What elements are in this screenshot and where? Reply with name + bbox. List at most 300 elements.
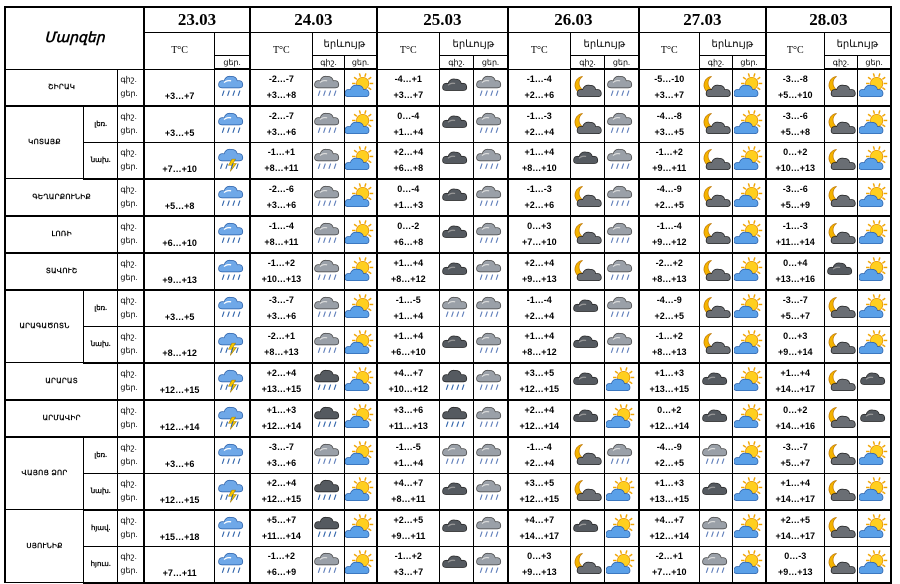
moon-cloud-icon [824, 69, 857, 106]
moon-cloud-icon [824, 437, 857, 474]
forecast-row [5, 546, 891, 583]
rain-icon [215, 510, 250, 547]
cloud-dark-rain-icon [312, 400, 344, 437]
cloud-dark-icon [439, 179, 473, 216]
moon-cloud-icon [570, 437, 604, 474]
temp-range: -1…-4 +2…+4 [508, 437, 570, 474]
sun-cloud-icon [345, 179, 377, 216]
sun-cloud-icon [345, 216, 377, 253]
sun-cloud-icon [858, 253, 892, 290]
cloud-rain-icon [605, 142, 639, 179]
time-of-day: գիշ. ցեր. [118, 400, 144, 437]
temp-day1: +15…+18 [144, 510, 215, 547]
sun-cloud-icon [345, 400, 377, 437]
temp-range: +5…+7 +11…+14 [250, 510, 312, 547]
temp-range: -3…-7 +3…+6 [250, 437, 312, 474]
subregion-name: հյուս. [84, 546, 118, 583]
cloud-rain-icon [312, 253, 344, 290]
cloud-rain-icon [699, 437, 732, 474]
temp-range: +4…+7 +14…+17 [508, 510, 570, 547]
temp-range: +1…+4 +8…+12 [377, 253, 439, 290]
cloud-dark-icon [439, 473, 473, 510]
temp-range: -1…+2 +8…+13 [639, 326, 699, 363]
sun-cloud-icon [733, 363, 766, 400]
cloud-rain-icon [474, 510, 508, 547]
temp-range: 0…+2 +14…+16 [766, 400, 824, 437]
temp-range: -3…-7 +3…+6 [250, 290, 312, 327]
region-name: ԱՐԱՐԱՏ [5, 363, 118, 400]
cloud-dark-icon [570, 290, 604, 327]
temp-range: -3…-6 +5…+8 [766, 106, 824, 143]
wx-header: երևույթ [824, 33, 891, 56]
sun-cloud-icon [345, 437, 377, 474]
temp-range: -1…+2 +9…+11 [639, 142, 699, 179]
temp-day1: +5…+8 [144, 179, 215, 216]
moon-cloud-icon [824, 142, 857, 179]
forecast-row [5, 142, 891, 179]
forecast-table [4, 6, 892, 584]
temp-range: +1…+3 +13…+15 [639, 473, 699, 510]
day-header: ցեր. [858, 56, 892, 70]
moon-cloud-icon [699, 290, 732, 327]
temp-range: -1…+2 +3…+7 [377, 546, 439, 583]
rain-icon [215, 179, 250, 216]
wx-header: երևույթ [570, 33, 639, 56]
cloud-rain-icon [312, 437, 344, 474]
temp-day1: +3…+6 [144, 437, 215, 474]
moon-cloud-icon [570, 106, 604, 143]
sun-cloud-icon [858, 510, 892, 547]
cloud-rain-icon [605, 253, 639, 290]
cloud-rain-icon [699, 510, 732, 547]
temp-range: +3…+6 +11…+13 [377, 400, 439, 437]
rain-icon [215, 106, 250, 143]
time-of-day: գիշ. ցեր. [118, 253, 144, 290]
sun-cloud-icon [605, 400, 639, 437]
sun-cloud-icon [858, 69, 892, 106]
cloud-rain-icon [312, 326, 344, 363]
rain-icon [215, 69, 250, 106]
cloud-rain-icon [605, 106, 639, 143]
sun-cloud-icon [345, 69, 377, 106]
forecast-row [5, 326, 891, 363]
temp-header: T°C [766, 33, 824, 70]
cloud-dark-icon [439, 69, 473, 106]
wx-header-blank [215, 33, 250, 56]
cloud-rain-icon [474, 106, 508, 143]
cloud-rain-icon [605, 179, 639, 216]
thunder-icon [215, 142, 250, 179]
cloud-dark-icon [570, 400, 604, 437]
cloud-rain-icon [312, 290, 344, 327]
sun-cloud-icon [345, 510, 377, 547]
temp-range: +1…+4 +14…+17 [766, 473, 824, 510]
sun-cloud-icon [345, 290, 377, 327]
cloud-rain-icon [474, 179, 508, 216]
sun-cloud-icon [733, 473, 766, 510]
temp-day1: +9…+13 [144, 253, 215, 290]
sun-cloud-icon [605, 510, 639, 547]
cloud-dark-icon [570, 363, 604, 400]
subregion-name: նախ. [84, 142, 118, 179]
cloud-dark-icon [699, 473, 732, 510]
cloud-rain-icon [312, 546, 344, 583]
subregion-name: լեռ. [84, 106, 118, 143]
temp-range: +2…+4 +12…+14 [508, 400, 570, 437]
moon-cloud-icon [699, 69, 732, 106]
temp-day1: +8…+12 [144, 326, 215, 363]
temp-range: -2…-7 +3…+6 [250, 106, 312, 143]
cloud-dark-rain-icon [439, 363, 473, 400]
sun-cloud-icon [733, 546, 766, 583]
wx-header: երևույթ [699, 33, 766, 56]
moon-cloud-icon [570, 179, 604, 216]
sun-cloud-icon [858, 179, 892, 216]
rain-icon [215, 437, 250, 474]
temp-range: 0…+3 +9…+14 [766, 326, 824, 363]
night-header: գիշ. [824, 56, 857, 70]
sun-cloud-icon [345, 106, 377, 143]
thunder-icon [215, 473, 250, 510]
day-header: ցեր. [345, 56, 377, 70]
subregion-name: լեռ. [84, 437, 118, 474]
moon-cloud-icon [824, 400, 857, 437]
date-1: 23.03 [144, 7, 250, 33]
sun-cloud-icon [733, 510, 766, 547]
cloud-rain-icon [439, 290, 473, 327]
day-header: ցեր. [474, 56, 508, 70]
temp-range: -1…+2 +10…+13 [250, 253, 312, 290]
moon-cloud-icon [570, 69, 604, 106]
moon-cloud-icon [699, 106, 732, 143]
temp-range: 0…-2 +6…+8 [377, 216, 439, 253]
temp-range: +2…+4 +9…+13 [508, 253, 570, 290]
moon-cloud-icon [570, 473, 604, 510]
sun-cloud-icon [858, 106, 892, 143]
temp-day1: +3…+7 [144, 69, 215, 106]
temp-header: T°C [377, 33, 439, 70]
temp-range: +1…+4 +8…+10 [508, 142, 570, 179]
temp-range: -3…-7 +5…+7 [766, 437, 824, 474]
moon-cloud-icon [824, 216, 857, 253]
moon-cloud-icon [570, 253, 604, 290]
cloud-dark-icon [439, 326, 473, 363]
time-of-day: գիշ. ցեր. [118, 69, 144, 106]
region-name: ԱՐՄԱՎԻՐ [5, 400, 118, 437]
temp-range: +2…+4 +12…+15 [250, 473, 312, 510]
cloud-dark-icon [699, 363, 732, 400]
cloud-rain-icon [474, 546, 508, 583]
sun-cloud-icon [733, 142, 766, 179]
temp-range: +1…+4 +8…+12 [508, 326, 570, 363]
subregion-name: լեռ. [84, 290, 118, 327]
sun-cloud-icon [345, 253, 377, 290]
temp-day1: +3…+5 [144, 290, 215, 327]
cloud-rain-icon [474, 290, 508, 327]
temp-range: -2…-6 +3…+6 [250, 179, 312, 216]
temp-day1: +6…+10 [144, 216, 215, 253]
sun-cloud-icon [858, 142, 892, 179]
temp-range: -4…-9 +2…+5 [639, 179, 699, 216]
cloud-rain-icon [312, 69, 344, 106]
forecast-row [5, 437, 891, 474]
cloud-rain-icon [312, 142, 344, 179]
temp-day1: +7…+11 [144, 546, 215, 583]
cloud-rain-icon [312, 216, 344, 253]
date-4: 26.03 [508, 7, 639, 33]
moon-cloud-icon [699, 216, 732, 253]
temp-range: -2…+1 +8…+13 [250, 326, 312, 363]
sun-cloud-icon [345, 473, 377, 510]
time-of-day: գիշ. ցեր. [118, 216, 144, 253]
rain-icon [215, 253, 250, 290]
cloud-rain-icon [312, 179, 344, 216]
moon-cloud-icon [824, 510, 857, 547]
temp-range: +4…+7 +12…+14 [639, 510, 699, 547]
temp-range: +4…+7 +8…+11 [377, 473, 439, 510]
time-of-day: գիշ. ցեր. [118, 437, 144, 474]
date-3: 25.03 [377, 7, 508, 33]
moon-cloud-icon [699, 253, 732, 290]
sun-cloud-icon [605, 363, 639, 400]
forecast-row [5, 290, 891, 327]
cloud-dark-icon [439, 253, 473, 290]
thunder-icon [215, 363, 250, 400]
temp-range: -1…-4 +2…+4 [508, 290, 570, 327]
sun-cloud-icon [733, 326, 766, 363]
forecast-row [5, 106, 891, 143]
sun-cloud-icon [858, 546, 892, 583]
region-name: ՍՅՈՒՆԻՔ [5, 510, 84, 583]
temp-range: -1…-5 +1…+4 [377, 290, 439, 327]
sun-cloud-icon [858, 290, 892, 327]
sun-cloud-icon [858, 437, 892, 474]
cloud-rain-icon [474, 253, 508, 290]
temp-range: +3…+5 +12…+15 [508, 473, 570, 510]
cloud-rain-icon [474, 400, 508, 437]
moon-cloud-icon [570, 546, 604, 583]
temp-range: 0…+3 +7…+10 [508, 216, 570, 253]
region-name: ԱՐԱԳԱԾՈՏՆ [5, 290, 84, 363]
sun-cloud-icon [733, 253, 766, 290]
forecast-row [5, 510, 891, 547]
temp-range: -3…-7 +5…+7 [766, 290, 824, 327]
temp-range: 0…+4 +13…+16 [766, 253, 824, 290]
forecast-row [5, 253, 891, 290]
cloud-dark-rain-icon [312, 510, 344, 547]
cloud-dark-icon [439, 142, 473, 179]
sun-cloud-icon [733, 106, 766, 143]
forecast-row [5, 216, 891, 253]
cloud-rain-icon [312, 106, 344, 143]
time-of-day: գիշ. ցեր. [118, 510, 144, 547]
date-5: 27.03 [639, 7, 766, 33]
temp-range: -4…+1 +3…+7 [377, 69, 439, 106]
temp-range: -1…-3 +2…+4 [508, 106, 570, 143]
day-header: ցեր. [605, 56, 639, 70]
cloud-rain-icon [474, 69, 508, 106]
moon-cloud-icon [570, 216, 604, 253]
night-header: գիշ. [439, 56, 473, 70]
sun-cloud-icon [858, 473, 892, 510]
region-name: ԳԵՂԱՐՔՈՒՆԻՔ [5, 179, 118, 216]
temp-range: +2…+4 +6…+8 [377, 142, 439, 179]
temp-range: -2…-7 +3…+8 [250, 69, 312, 106]
moon-cloud-icon [699, 179, 732, 216]
sun-cloud-icon [345, 326, 377, 363]
cloud-rain-icon [474, 473, 508, 510]
rain-icon [215, 216, 250, 253]
temp-range: +1…+4 +6…+10 [377, 326, 439, 363]
wx-header: երևույթ [312, 33, 377, 56]
cloud-rain-icon [605, 326, 639, 363]
temp-range: +2…+5 +14…+17 [766, 510, 824, 547]
date-2: 24.03 [250, 7, 377, 33]
sun-cloud-icon [605, 546, 639, 583]
cloud-dark-rain-icon [312, 363, 344, 400]
temp-range: -1…-3 +11…+14 [766, 216, 824, 253]
subregion-name: նախ. [84, 326, 118, 363]
temp-range: 0…+3 +9…+13 [508, 546, 570, 583]
cloud-rain-icon [474, 216, 508, 253]
temp-range: -1…-4 +9…+12 [639, 216, 699, 253]
region-name: ՏԱՎՈՒՇ [5, 253, 118, 290]
sun-cloud-icon [733, 179, 766, 216]
cloud-dark-icon [699, 400, 732, 437]
temp-range: -4…-9 +2…+5 [639, 437, 699, 474]
cloud-dark-rain-icon [439, 400, 473, 437]
moon-cloud-icon [824, 546, 857, 583]
cloud-rain-icon [439, 437, 473, 474]
cloud-dark-icon [439, 546, 473, 583]
region-name: ԿՈՏԱՅՔ [5, 106, 84, 179]
rain-icon [215, 290, 250, 327]
temp-header: T°C [639, 33, 699, 70]
cloud-rain-icon [605, 290, 639, 327]
cloud-dark-icon [439, 510, 473, 547]
sun-cloud-icon [733, 400, 766, 437]
temp-range: -1…+2 +6…+9 [250, 546, 312, 583]
temp-range: +1…+3 +12…+14 [250, 400, 312, 437]
region-name: ՇԻՐԱԿ [5, 69, 118, 106]
temp-range: 0…-3 +9…+13 [766, 546, 824, 583]
moon-cloud-icon [699, 142, 732, 179]
temp-range: 0…+2 +10…+13 [766, 142, 824, 179]
moon-cloud-icon [824, 326, 857, 363]
forecast-row [5, 363, 891, 400]
subregion-name: հյավ. [84, 510, 118, 547]
temp-range: 0…+2 +12…+14 [639, 400, 699, 437]
moon-cloud-icon [824, 363, 857, 400]
day-header: ցեր. [215, 56, 250, 70]
cloud-rain-icon [474, 437, 508, 474]
cloud-dark-icon [824, 253, 857, 290]
temp-range: +2…+5 +9…+11 [377, 510, 439, 547]
cloud-dark-icon [439, 216, 473, 253]
temp-day1: +7…+10 [144, 142, 215, 179]
temp-range: -1…-5 +1…+4 [377, 437, 439, 474]
cloud-rain-icon [605, 69, 639, 106]
forecast-row [5, 179, 891, 216]
sun-cloud-icon [858, 216, 892, 253]
moon-cloud-icon [824, 473, 857, 510]
time-of-day: գիշ. ցեր. [118, 142, 144, 179]
temp-range: -3…-8 +5…+10 [766, 69, 824, 106]
temp-range: -2…+2 +8…+13 [639, 253, 699, 290]
cloud-dark-icon [858, 400, 892, 437]
temp-day1: +12…+14 [144, 400, 215, 437]
sun-cloud-icon [605, 473, 639, 510]
time-of-day: գիշ. ցեր. [118, 363, 144, 400]
sun-cloud-icon [733, 69, 766, 106]
sun-cloud-icon [733, 216, 766, 253]
temp-day1: +12…+15 [144, 473, 215, 510]
temp-range: -1…-4 +2…+6 [508, 69, 570, 106]
temp-range: -5…-10 +3…+7 [639, 69, 699, 106]
forecast-row [5, 69, 891, 106]
temp-header: T°C [250, 33, 312, 70]
rain-icon [215, 546, 250, 583]
time-of-day: գիշ. ցեր. [118, 326, 144, 363]
temp-range: 0…-4 +1…+3 [377, 179, 439, 216]
temp-header: T°C [144, 33, 215, 70]
cloud-rain-icon [474, 326, 508, 363]
forecast-row [5, 400, 891, 437]
sun-cloud-icon [345, 142, 377, 179]
cloud-rain-icon [699, 546, 732, 583]
moon-cloud-icon [824, 290, 857, 327]
sun-cloud-icon [345, 546, 377, 583]
cloud-dark-icon [439, 106, 473, 143]
time-of-day: գիշ. ցեր. [118, 179, 144, 216]
time-of-day: գիշ. ցեր. [118, 290, 144, 327]
cloud-rain-icon [474, 142, 508, 179]
thunder-icon [215, 326, 250, 363]
temp-range: +2…+4 +13…+15 [250, 363, 312, 400]
sun-cloud-icon [858, 326, 892, 363]
time-of-day: գիշ. ցեր. [118, 473, 144, 510]
temp-range: +4…+7 +10…+12 [377, 363, 439, 400]
regions-header: Մարզեր [5, 7, 144, 69]
wx-header: երևույթ [439, 33, 508, 56]
cloud-dark-icon [570, 510, 604, 547]
cloud-rain-icon [605, 216, 639, 253]
temp-range: -2…+1 +7…+10 [639, 546, 699, 583]
temp-range: -1…-3 +2…+6 [508, 179, 570, 216]
temp-range: -1…+1 +8…+11 [250, 142, 312, 179]
moon-cloud-icon [824, 106, 857, 143]
temp-header: T°C [508, 33, 570, 70]
cloud-dark-icon [570, 142, 604, 179]
temp-range: -4…-8 +3…+5 [639, 106, 699, 143]
date-6: 28.03 [766, 7, 891, 33]
night-header: գիշ. [312, 56, 344, 70]
temp-day1: +12…+15 [144, 363, 215, 400]
day-header: ցեր. [733, 56, 766, 70]
night-header: գիշ. [570, 56, 604, 70]
cloud-dark-icon [858, 363, 892, 400]
temp-range: -4…-9 +2…+5 [639, 290, 699, 327]
cloud-rain-icon [474, 363, 508, 400]
temp-range: -3…-6 +5…+9 [766, 179, 824, 216]
region-name: ՎԱՅՈՑ ՁՈՐ [5, 437, 84, 510]
temp-range: +3…+5 +12…+15 [508, 363, 570, 400]
sun-cloud-icon [733, 290, 766, 327]
time-of-day: գիշ. ցեր. [118, 106, 144, 143]
temp-range: +1…+4 +14…+17 [766, 363, 824, 400]
region-name: ԼՈՌԻ [5, 216, 118, 253]
night-header: գիշ. [699, 56, 732, 70]
